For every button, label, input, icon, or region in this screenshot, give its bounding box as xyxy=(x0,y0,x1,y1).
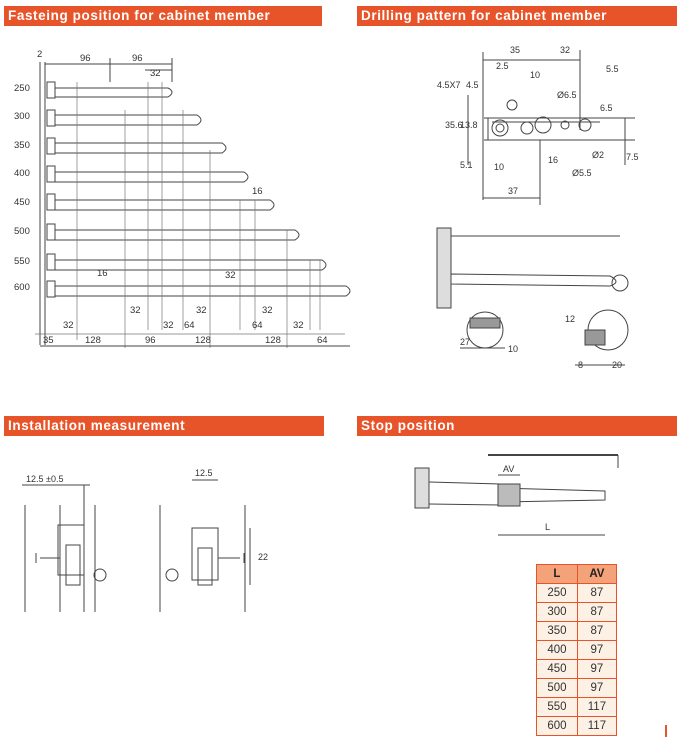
bottom-dim-128-c: 128 xyxy=(265,335,281,346)
drill-dim-37: 37 xyxy=(508,186,519,196)
table-cell-l: 600 xyxy=(537,717,578,736)
install-dim-12-5-tol: 12.5 ±0.5 xyxy=(26,474,64,484)
side-dim-27: 27 xyxy=(460,337,471,347)
stop-table xyxy=(536,564,617,736)
inner-dim-64-b: 64 xyxy=(252,320,263,331)
table-row xyxy=(537,679,617,698)
bottom-dim-35: 35 xyxy=(43,335,54,346)
install-dim-22: 22 xyxy=(258,552,269,562)
drill-dim-5-1: 5.1 xyxy=(460,160,473,170)
length-label-350: 350 xyxy=(14,140,30,151)
table-cell-l: 300 xyxy=(537,603,578,622)
drill-dim-d2: Ø2 xyxy=(592,150,605,160)
drill-dim-13-8: 13.8 xyxy=(460,120,478,130)
length-label-450: 450 xyxy=(14,197,30,208)
table-row xyxy=(537,660,617,679)
inner-dim-64-a: 64 xyxy=(184,320,195,331)
stop-label-l: L xyxy=(545,522,551,532)
stop-table-header-row xyxy=(537,565,617,584)
table-cell-av: 97 xyxy=(577,660,616,679)
table-row xyxy=(537,603,617,622)
table-cell-l: 450 xyxy=(537,660,578,679)
inner-dim-32-e: 32 xyxy=(196,305,207,316)
length-label-550: 550 xyxy=(14,256,30,267)
table-cell-l: 500 xyxy=(537,679,578,698)
stop-table-header-l: L xyxy=(537,565,578,584)
side-dim-8: 8 xyxy=(578,360,584,370)
table-cell-av: 117 xyxy=(577,717,616,736)
drill-dim-10: 10 xyxy=(530,70,541,80)
stop-label-av: AV xyxy=(503,464,515,474)
runner-300 xyxy=(47,110,201,126)
drill-dim-10-b: 10 xyxy=(494,162,505,172)
table-row xyxy=(537,717,617,736)
table-cell-av: 97 xyxy=(577,641,616,660)
inner-dim-32-d: 32 xyxy=(163,320,174,331)
runner-550 xyxy=(47,254,326,270)
drilling-header: Drilling pattern for cabinet member xyxy=(357,6,677,26)
table-row xyxy=(537,584,617,603)
inner-dim-32-c: 32 xyxy=(130,305,141,316)
table-cell-l: 250 xyxy=(537,584,578,603)
stop-header: Stop position xyxy=(357,416,677,436)
drill-dim-6-5: 6.5 xyxy=(600,103,613,113)
stop-drawing xyxy=(415,455,618,535)
table-row xyxy=(537,622,617,641)
table-cell-av: 87 xyxy=(577,622,616,641)
table-cell-l: 350 xyxy=(537,622,578,641)
bottom-dim-96: 96 xyxy=(145,335,156,346)
fasteing-header: Fasteing position for cabinet member xyxy=(4,6,322,26)
inner-dim-32-b: 32 xyxy=(63,320,74,331)
runner-350 xyxy=(47,138,226,154)
bottom-dim-64: 64 xyxy=(317,335,328,346)
table-cell-av: 97 xyxy=(577,679,616,698)
runner-600 xyxy=(47,281,350,297)
drill-dim-32: 32 xyxy=(560,45,571,55)
drill-dim-5-5: 5.5 xyxy=(606,64,619,74)
drill-dim-35-6: 35.6 xyxy=(445,120,463,130)
page-edge-mark xyxy=(665,725,667,737)
length-label-500: 500 xyxy=(14,226,30,237)
inner-dim-16-a: 16 xyxy=(252,186,263,197)
install-dim-12-5: 12.5 xyxy=(195,468,213,478)
bottom-dim-128-a: 128 xyxy=(85,335,101,346)
drill-dim-35: 35 xyxy=(510,45,521,55)
top-dim-96-a: 96 xyxy=(80,53,91,64)
installation-drawing xyxy=(22,480,250,612)
drill-dim-2-5: 2.5 xyxy=(496,61,509,71)
installation-header: Installation measurement xyxy=(4,416,324,436)
top-dim-2: 2 xyxy=(37,49,43,60)
table-cell-av: 87 xyxy=(577,603,616,622)
stop-table-header-av: AV xyxy=(577,565,616,584)
runner-500 xyxy=(47,224,299,240)
top-dim-96-b: 96 xyxy=(132,53,143,64)
drill-dim-4-5: 4.5 xyxy=(466,80,479,90)
top-dim-32: 32 xyxy=(150,68,161,79)
length-label-600: 600 xyxy=(14,282,30,293)
runner-250 xyxy=(47,82,172,98)
table-cell-av: 87 xyxy=(577,584,616,603)
drill-dim-d5-5: Ø5.5 xyxy=(572,168,592,178)
inner-dim-32-g: 32 xyxy=(293,320,304,331)
side-dim-20: 20 xyxy=(612,360,623,370)
side-dim-12: 12 xyxy=(565,314,576,324)
table-cell-l: 550 xyxy=(537,698,578,717)
inner-dim-16-b: 16 xyxy=(97,268,108,279)
bottom-dim-128-b: 128 xyxy=(195,335,211,346)
drill-dim-4-5x7: 4.5X7 xyxy=(437,80,461,90)
inner-dim-32-a: 32 xyxy=(225,270,236,281)
table-row xyxy=(537,641,617,660)
fasteing-drawing xyxy=(35,58,350,348)
drill-dim-16: 16 xyxy=(548,155,559,165)
length-label-250: 250 xyxy=(14,83,30,94)
table-row xyxy=(537,698,617,717)
inner-dim-32-f: 32 xyxy=(262,305,273,316)
table-cell-l: 400 xyxy=(537,641,578,660)
table-cell-av: 117 xyxy=(577,698,616,717)
length-label-400: 400 xyxy=(14,168,30,179)
drill-dim-d6-5: Ø6.5 xyxy=(557,90,577,100)
length-label-300: 300 xyxy=(14,111,30,122)
drill-dim-7-5: 7.5 xyxy=(626,152,639,162)
side-dim-10: 10 xyxy=(508,344,519,354)
